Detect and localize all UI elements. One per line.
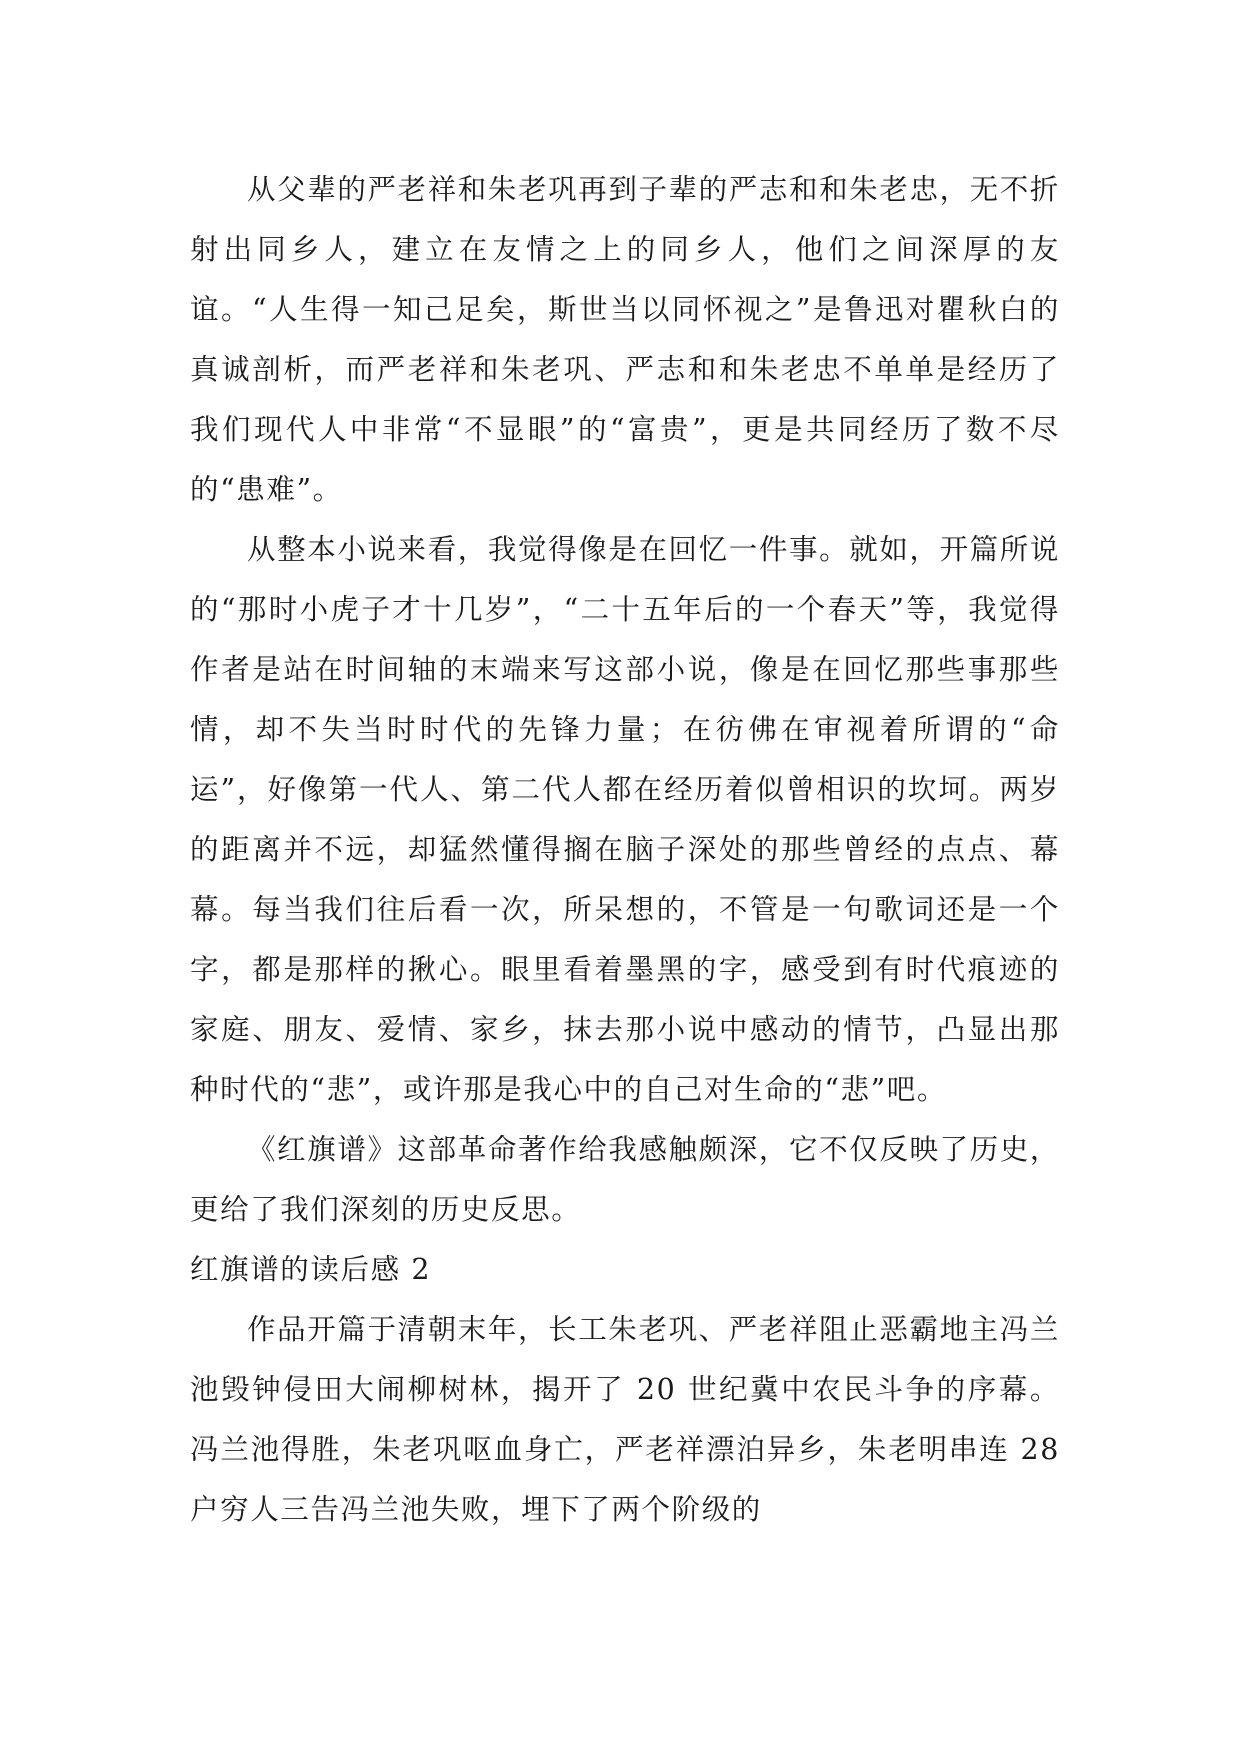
document-body <box>190 160 1060 1540</box>
paragraph-opening: 作品开篇于清朝末年，长工朱老巩、严老祥阻止恶霸地主冯兰池毁钟侵田大闹柳树林，揭开了 20 世纪冀中农民斗争的序幕。冯兰池得胜，朱老巩呕血身亡，严老祥漂泊异乡，朱老明串连 28 户穷人三告冯兰池失败，埋下了两个阶级的 <box>190 1313 1060 1526</box>
paragraph-memory: 从整本小说来看，我觉得像是在回忆一件事。就如，开篇所说的“那时小虎子才十几岁”，“二十五年后的一个春天”等，我觉得作者是站在时间轴的末端来写这部小说，像是在回忆那些事那些情，却不失当时时代的先锋力量；在彷佛在审视着所谓的“命运”，好像第一代人、第二代人都在经历着似曾相识的坎坷。两岁的距离并不远，却猛然懂得搁在脑子深处的那些曾经的点点、幕幕。每当我们往后看一次，所呆想的，不管是一句歌词还是一个字，都是那样的揪心。眼里看着墨黑的字，感受到有时代痕迹的家庭、朋友、爱情、家乡，抹去那小说中感动的情节，凸显出那种时代的“悲”，或许那是我心中的自己对生命的“悲”吧。 <box>190 533 1060 1106</box>
paragraph-friendship: 从父辈的严老祥和朱老巩再到子辈的严志和和朱老忠，无不折射出同乡人，建立在友情之上的同乡人，他们之间深厚的友谊。“人生得一知己足矣，斯世当以同怀视之”是鲁迅对瞿秋白的真诚剖析，而严老祥和朱老巩、严志和和朱老忠不单单是经历了我们现代人中非常“不显眼”的“富贵”，更是共同经历了数不尽的“患难”。 <box>190 173 1060 506</box>
section-title: 红旗谱的读后感 2 <box>190 1253 432 1286</box>
paragraph-conclusion: 《红旗谱》这部革命著作给我感触颇深，它不仅反映了历史，更给了我们深刻的历史反思。 <box>190 1133 1060 1226</box>
